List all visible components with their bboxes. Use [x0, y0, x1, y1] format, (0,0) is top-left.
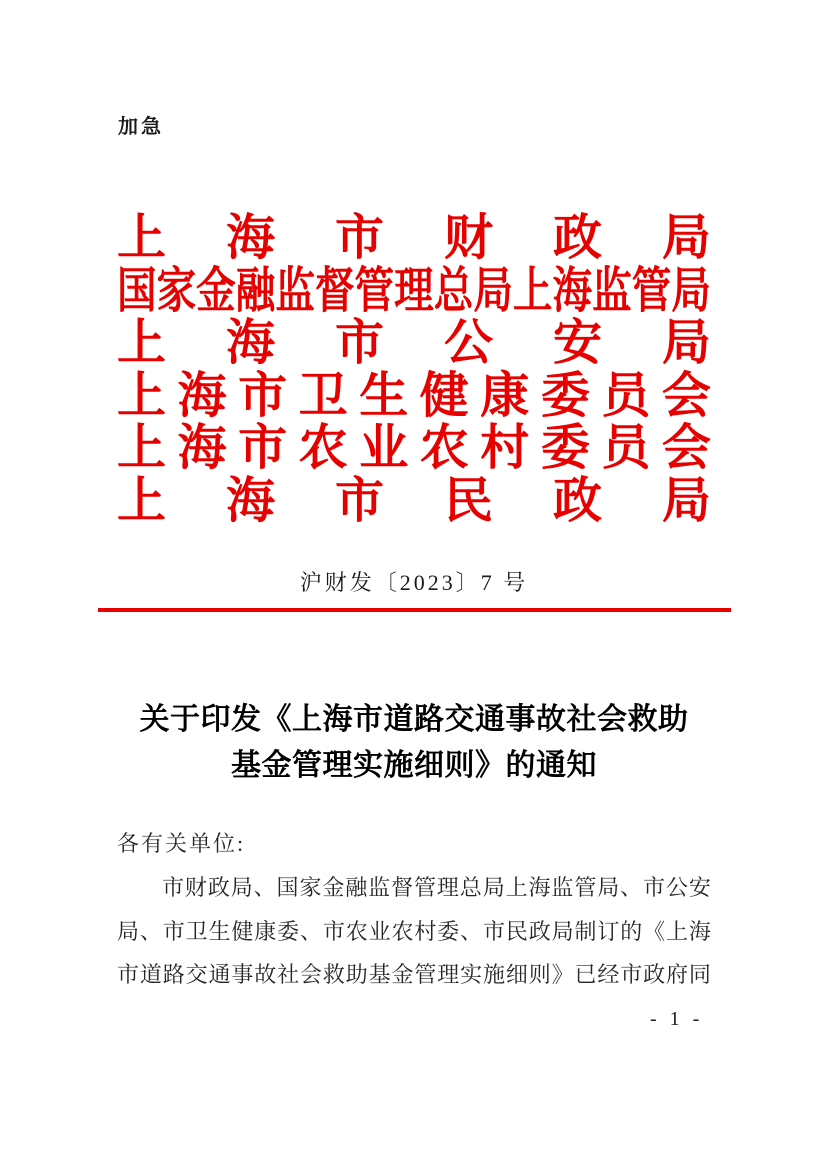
agency-name-line: 上 海 市 卫 生 健 康 委 员 会	[117, 367, 711, 423]
urgency-label: 加急	[118, 116, 164, 138]
document-title	[117, 697, 711, 789]
body-paragraph-line: 局 、 市 卫 生 健 康 委 、 市 农 业 农 村 委 、 市 民 政 局 制 订 的 《 上 海	[117, 918, 711, 944]
issuing-agencies-header	[117, 212, 711, 527]
document-number: 沪财发〔2023〕7 号	[299, 570, 529, 595]
page-number: - 1 -	[650, 1008, 704, 1030]
agency-name-line: 上 海 市 公 安 局	[117, 315, 711, 370]
document-title-line: 关于印发《上海市道路交通事故社会救助	[139, 703, 689, 736]
agency-name-line: 上 海 市 民 政 局	[117, 472, 711, 528]
agency-name-text: 国家金融监督管理总局上海监管局	[117, 262, 711, 318]
red-divider-line	[98, 608, 731, 612]
document-title-line: 基金管理实施细则》的通知	[231, 749, 597, 782]
agency-name-line	[117, 262, 711, 318]
body-paragraph-line: 市 道 路 交 通 事 故 社 会 救 助 基 金 管 理 实 施 细 则 》 已 经 市 政 府 同	[117, 962, 711, 988]
agency-name-line: 上 海 市 财 政 局	[117, 210, 711, 265]
agency-name-line: 上 海 市 农 业 农 村 委 员 会	[117, 420, 711, 475]
document-body	[117, 822, 711, 996]
body-paragraph-line: 市 财 政 局 、 国 家 金 融 监 督 管 理 总 局 上 海 监 管 局 、 市 公 安	[162, 875, 711, 901]
salutation: 各有关单位:	[117, 831, 246, 856]
